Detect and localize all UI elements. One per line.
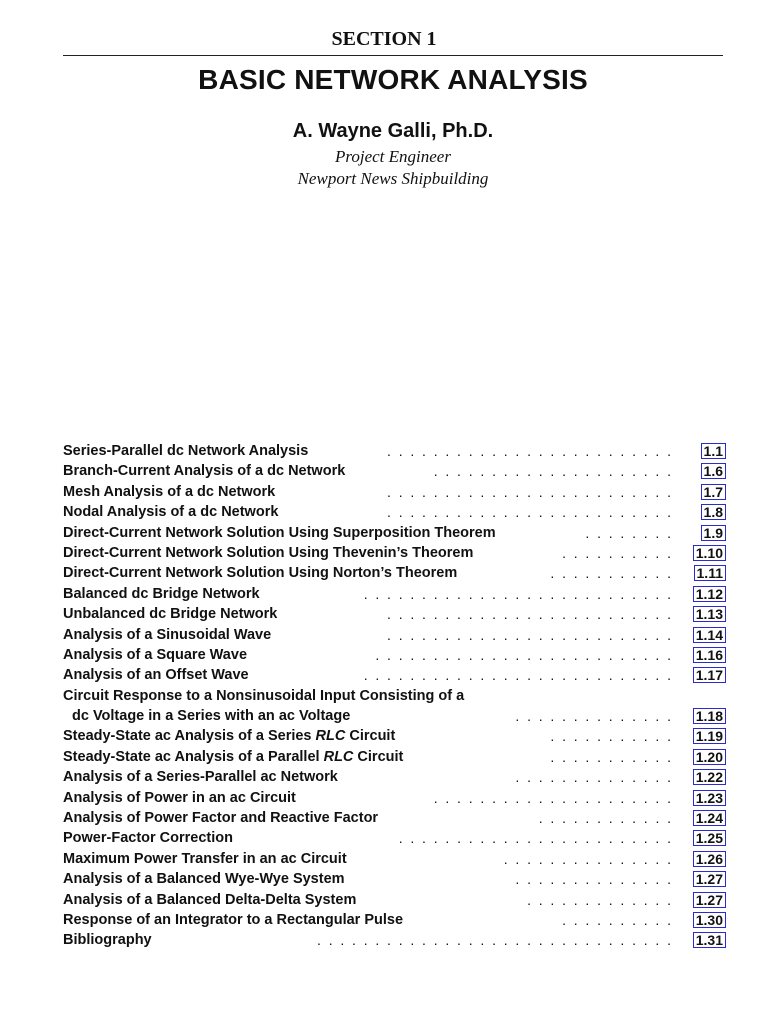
toc-entry-title: Bibliography: [63, 932, 152, 949]
toc-entry[interactable]: [63, 625, 726, 645]
toc-entry-title: Nodal Analysis of a dc Network: [63, 504, 279, 521]
toc-entry[interactable]: [63, 726, 726, 746]
toc-entry-title: Analysis of Power in an ac Circuit: [63, 789, 296, 806]
toc-entry[interactable]: [63, 930, 726, 950]
section-label: SECTION 1: [331, 28, 437, 50]
dot-leader: . . . . . . . . . . . . . .: [515, 706, 671, 726]
dot-leader: . . . . . . . . . . . . . . .: [504, 849, 671, 869]
dot-leader: . . . . . . . . . .: [562, 543, 671, 563]
dot-leader: . . . . . . . . . . . . . . . . . . . . . . . .: [399, 828, 671, 848]
toc-entry[interactable]: [63, 828, 726, 848]
toc-entry-title: Analysis of a Square Wave: [63, 646, 248, 663]
toc-page-link[interactable]: 1.23: [693, 790, 726, 806]
toc-page-link[interactable]: 1.22: [693, 769, 726, 785]
toc-entry-title: Analysis of Power Factor and Reactive Factor: [63, 810, 379, 827]
toc-page-link[interactable]: 1.25: [693, 830, 726, 846]
toc-entry-title: Analysis of a Balanced Wye-Wye System: [63, 871, 345, 888]
dot-leader: . . . . . . . . . . . . . . . . . . . . .: [434, 788, 671, 808]
toc-entry-title: Steady-State ac Analysis of a Series RLC Circuit: [63, 728, 396, 745]
toc-page-link[interactable]: 1.17: [693, 667, 726, 683]
dot-leader: . . . . . . . . . . . . . . . . . . . . .: [434, 461, 671, 481]
toc-entry[interactable]: [63, 788, 726, 808]
dot-leader: . . . . . . . .: [585, 523, 671, 543]
toc-entry[interactable]: [63, 869, 726, 889]
toc-entry-title: Unbalanced dc Bridge Network: [63, 606, 278, 623]
toc-entry[interactable]: [63, 890, 726, 910]
toc-entry-title: Circuit Response to a Nonsinusoidal Input Consisting of a: [63, 687, 465, 704]
dot-leader: . . . . . . . . . . . . . . . . . . . . . . . . .: [387, 625, 671, 645]
toc-entry[interactable]: [63, 441, 726, 461]
toc-entry[interactable]: [63, 461, 726, 481]
toc-page-link[interactable]: 1.30: [693, 912, 726, 928]
dot-leader: . . . . . . . . . . . . . .: [515, 869, 671, 889]
toc-page-link[interactable]: 1.14: [693, 627, 726, 643]
table-of-contents: [63, 441, 726, 951]
toc-page-link[interactable]: 1.16: [693, 647, 726, 663]
toc-page-link[interactable]: 1.7: [701, 484, 726, 500]
toc-entry[interactable]: [63, 706, 726, 726]
toc-entry-title: Balanced dc Bridge Network: [63, 585, 260, 602]
toc-entry: [63, 686, 726, 706]
toc-entry[interactable]: [63, 543, 726, 563]
toc-entry-title: Analysis of a Sinusoidal Wave: [63, 626, 272, 643]
toc-page-link[interactable]: 1.6: [701, 463, 726, 479]
header-rule: [63, 55, 723, 56]
dot-leader: . . . . . . . . . . . .: [539, 808, 671, 828]
toc-page-link[interactable]: 1.20: [693, 749, 726, 765]
toc-entry-title: Analysis of a Balanced Delta-Delta System: [63, 891, 357, 908]
toc-entry-title: Mesh Analysis of a dc Network: [63, 483, 276, 500]
toc-entry-title: Direct-Current Network Solution Using Thevenin’s Theorem: [63, 544, 474, 561]
dot-leader: . . . . . . . . . . . . . . . . . . . . . . . . .: [387, 604, 671, 624]
toc-entry[interactable]: [63, 523, 726, 543]
dot-leader: . . . . . . . . . . . . . . . . . . . . . . . . . . .: [364, 665, 671, 685]
dot-leader: . . . . . . . . . . . . . . . . . . . . . . . . .: [387, 482, 671, 502]
toc-page-link[interactable]: 1.18: [693, 708, 726, 724]
dot-leader: . . . . . . . . . . . . . . . . . . . . . . . . .: [387, 441, 671, 461]
toc-entry-title: Maximum Power Transfer in an ac Circuit: [63, 850, 347, 867]
toc-entry[interactable]: [63, 482, 726, 502]
author-name: A. Wayne Galli, Ph.D.: [292, 120, 494, 142]
toc-page-link[interactable]: 1.11: [694, 565, 726, 581]
chapter-title: BASIC NETWORK ANALYSIS: [198, 64, 588, 95]
dot-leader: . . . . . . . . . . . . .: [527, 890, 671, 910]
toc-entry[interactable]: [63, 502, 726, 522]
toc-page-link[interactable]: 1.1: [701, 443, 726, 459]
toc-entry-title: Branch-Current Analysis of a dc Network: [63, 463, 346, 480]
toc-entry[interactable]: [63, 645, 726, 665]
toc-page-link[interactable]: 1.31: [693, 932, 726, 948]
toc-page-link[interactable]: 1.24: [693, 810, 726, 826]
toc-page-link[interactable]: 1.26: [693, 851, 726, 867]
dot-leader: . . . . . . . . . . . . . . . . . . . . . . . . . . .: [364, 584, 671, 604]
toc-page-link[interactable]: 1.9: [701, 525, 726, 541]
dot-leader: . . . . . . . . . . . . . .: [515, 767, 671, 787]
author-organization: Newport News Shipbuilding: [297, 169, 489, 188]
toc-entry-title: Series-Parallel dc Network Analysis: [63, 443, 309, 459]
toc-entry[interactable]: [63, 849, 726, 869]
toc-entry[interactable]: [63, 604, 726, 624]
dot-leader: . . . . . . . . . .: [562, 910, 671, 930]
toc-page-link[interactable]: 1.13: [693, 606, 726, 622]
toc-entry-title: Response of an Integrator to a Rectangular Pulse: [63, 911, 404, 928]
author-role: Project Engineer: [335, 147, 451, 166]
toc-entry[interactable]: [63, 563, 726, 583]
toc-entry-title: Steady-State ac Analysis of a Parallel RLC Circuit: [63, 748, 404, 765]
dot-leader: . . . . . . . . . . . . . . . . . . . . . . . . . .: [375, 645, 671, 665]
toc-entry[interactable]: [63, 910, 726, 930]
dot-leader: . . . . . . . . . . . . . . . . . . . . . . . . .: [387, 502, 671, 522]
toc-entry-title: Power-Factor Correction: [63, 830, 233, 847]
dot-leader: . . . . . . . . . . .: [550, 563, 671, 583]
toc-page-link[interactable]: 1.27: [693, 892, 726, 908]
dot-leader: . . . . . . . . . . .: [550, 726, 671, 746]
toc-entry[interactable]: [63, 665, 726, 685]
toc-entry-title: Direct-Current Network Solution Using Superposition Theorem: [63, 524, 496, 541]
toc-entry[interactable]: [63, 584, 726, 604]
dot-leader: . . . . . . . . . . .: [550, 747, 671, 767]
toc-page-link[interactable]: 1.19: [693, 728, 726, 744]
toc-entry[interactable]: [63, 767, 726, 787]
toc-entry-title: Analysis of a Series-Parallel ac Network: [63, 769, 338, 786]
toc-page-link[interactable]: 1.8: [701, 504, 726, 520]
toc-entry[interactable]: [63, 747, 726, 767]
toc-page-link[interactable]: 1.12: [693, 586, 726, 602]
toc-entry-title: Analysis of an Offset Wave: [63, 667, 249, 684]
toc-page-link[interactable]: 1.27: [693, 871, 726, 887]
toc-entry-title: dc Voltage in a Series with an ac Voltage: [72, 708, 351, 725]
toc-entry[interactable]: [63, 808, 726, 828]
toc-page-link[interactable]: 1.10: [693, 545, 726, 561]
dot-leader: . . . . . . . . . . . . . . . . . . . . . . . . . . . . . . .: [317, 930, 671, 950]
toc-entry-title: Direct-Current Network Solution Using Norton’s Theorem: [63, 565, 458, 582]
